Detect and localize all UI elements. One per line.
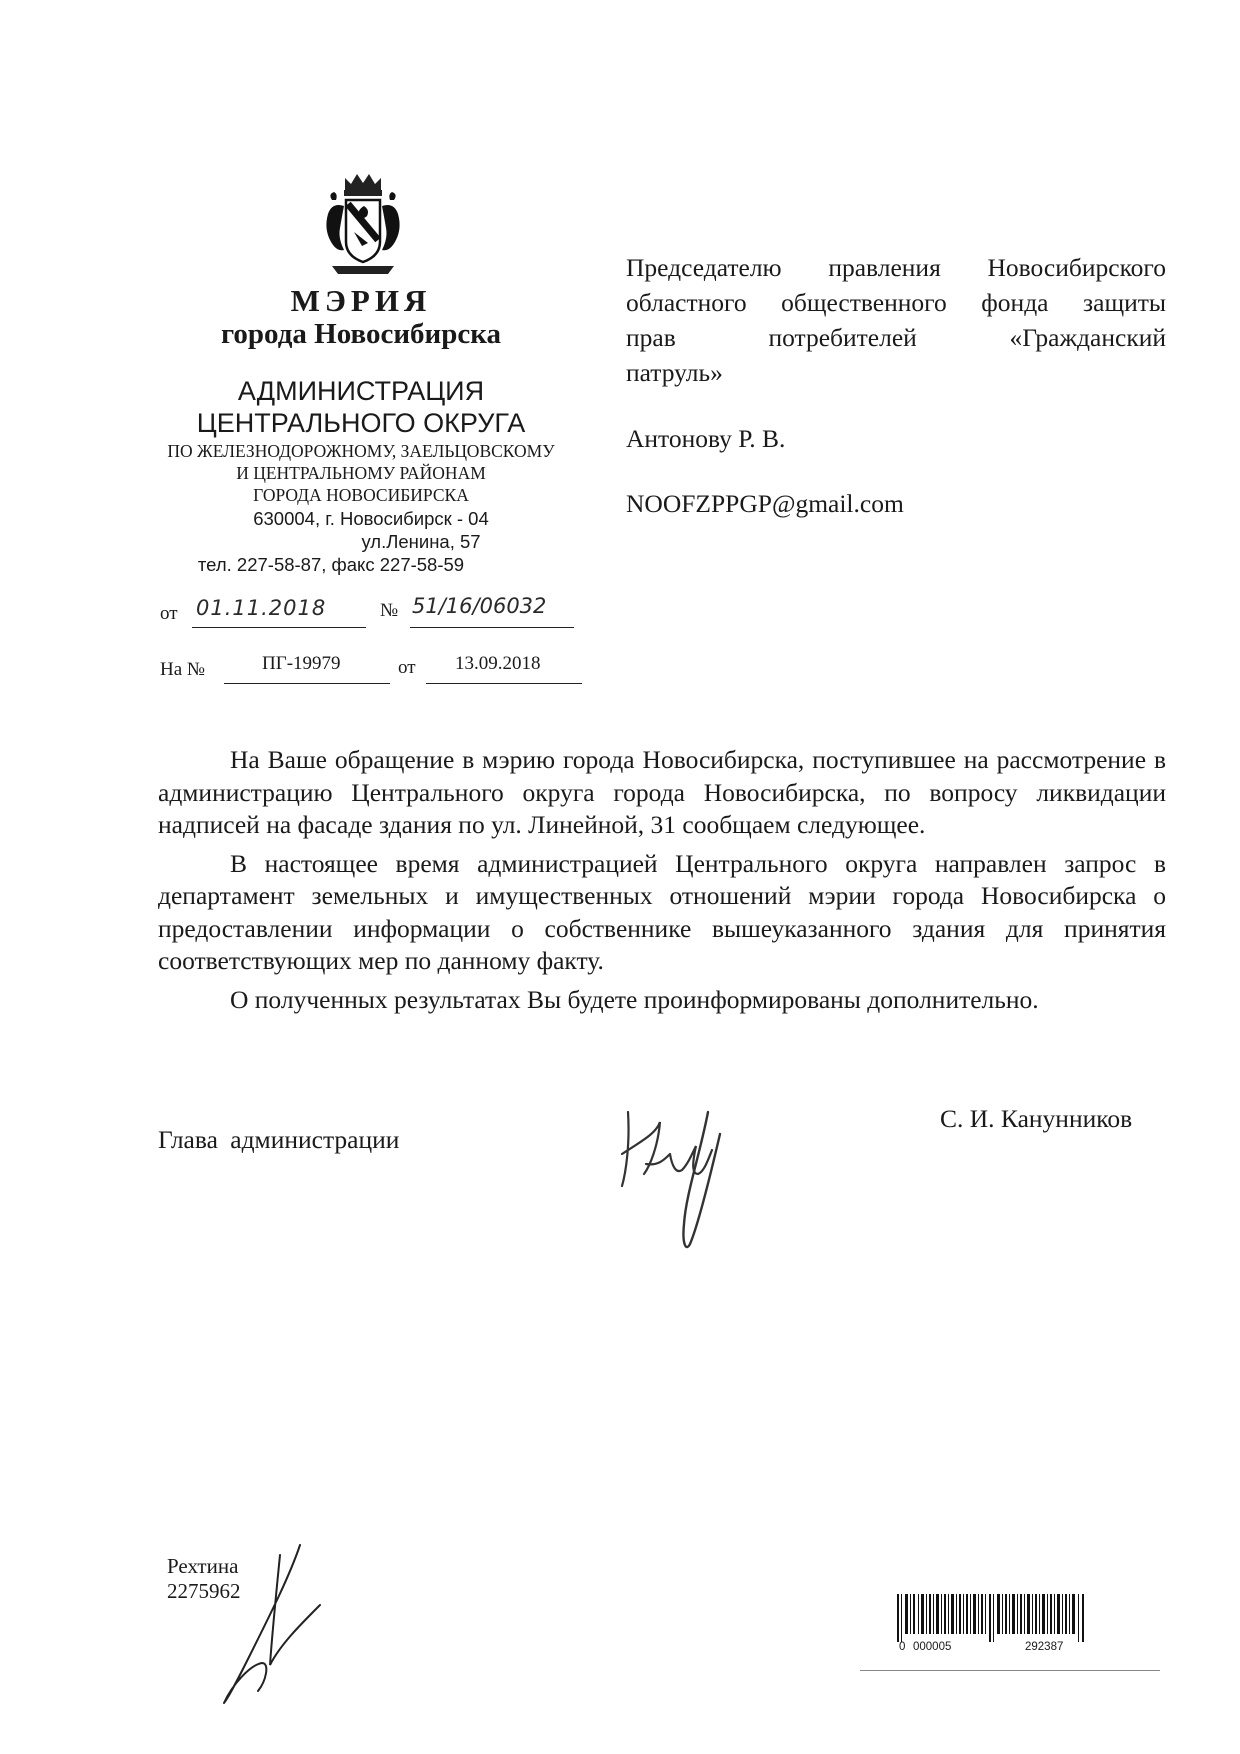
addressee-line2: областного общественного фонда защиты — [626, 288, 1166, 317]
sender-address-line2: ул.Ленина, 57 — [361, 531, 481, 552]
executor-phone: 2275962 — [167, 1579, 241, 1603]
coat-of-arms-icon — [318, 170, 408, 286]
addressee-line1: Председателю правления Новосибирского — [626, 253, 1166, 282]
handwritten-signature — [600, 1094, 770, 1294]
addressee-block — [626, 250, 1166, 390]
sender-city: города Новосибирска — [220, 318, 502, 350]
sender-phones: тел. 227-58-87, факс 227-58-59 — [197, 554, 465, 575]
outgoing-number-underline — [410, 627, 574, 628]
incoming-number-label: На № — [160, 659, 206, 680]
executor-name: Рехтина — [167, 1554, 239, 1578]
outgoing-date-underline — [192, 627, 366, 628]
outgoing-number: 51/16/06032 — [412, 594, 547, 618]
sender-districts-line3: ГОРОДА НОВОСИБИРСКА — [253, 485, 469, 505]
sender-title: МЭРИЯ — [290, 283, 432, 318]
letter-body — [158, 744, 1166, 1016]
executor-signature — [210, 1535, 330, 1710]
incoming-number-underline — [224, 683, 390, 684]
outgoing-number-label: № — [380, 600, 399, 621]
bottom-rule — [860, 1670, 1160, 1671]
outgoing-date-label: от — [160, 603, 178, 624]
body-paragraph-1: На Ваше обращение в мэрию города Новосибирска, поступившее на рассмотрение в администрацию Центрального округа города Новосибирска, по вопросу ликвидации надписей на фасаде здания по ул. Линейной, 31 сообщаем следующее. — [158, 745, 1166, 839]
sender-admin-line2: ЦЕНТРАЛЬНОГО ОКРУГА — [196, 408, 526, 438]
sender-admin-line1: АДМИНИСТРАЦИЯ — [237, 376, 485, 406]
outgoing-date: 01.11.2018 — [196, 596, 327, 620]
incoming-number: ПГ-19979 — [262, 653, 341, 674]
incoming-date-underline — [426, 683, 582, 684]
sender-districts-line2: И ЦЕНТРАЛЬНОМУ РАЙОНАМ — [236, 463, 486, 483]
signatory-name: С. И. Канунников — [940, 1104, 1133, 1133]
sender-districts-line1: ПО ЖЕЛЕЗНОДОРОЖНОМУ, ЗАЕЛЬЦОВСКОМУ — [167, 441, 555, 461]
sender-address-line1: 630004, г. Новосибирск - 04 — [253, 508, 489, 529]
barcode-middle-digits: 000005 — [913, 1641, 952, 1653]
incoming-date-label: от — [398, 657, 416, 678]
addressee-line3: прав потребителей «Гражданский — [626, 323, 1166, 352]
addressee-line4: патруль» — [626, 358, 723, 387]
barcode-left-digit: 0 — [899, 1641, 906, 1653]
body-paragraph-2: В настоящее время администрацией Центрального округа направлен запрос в департамент земельных и имущественных отношений мэрии города Новосибирска о предоставлении информации о собственнике вышеуказанного здания для принятия соответствующих мер по данному факту. — [158, 848, 1166, 975]
barcode — [897, 1594, 1087, 1642]
body-paragraph-3: О полученных результатах Вы будете проинформированы дополнительно. — [230, 984, 1039, 1014]
addressee-email: NOOFZPPGP@gmail.com — [626, 489, 904, 518]
signatory-role: Глава администрации — [158, 1125, 400, 1154]
incoming-date: 13.09.2018 — [455, 653, 541, 674]
addressee-name: Антонову Р. В. — [626, 424, 786, 453]
barcode-right-digits: 292387 — [1025, 1641, 1064, 1653]
